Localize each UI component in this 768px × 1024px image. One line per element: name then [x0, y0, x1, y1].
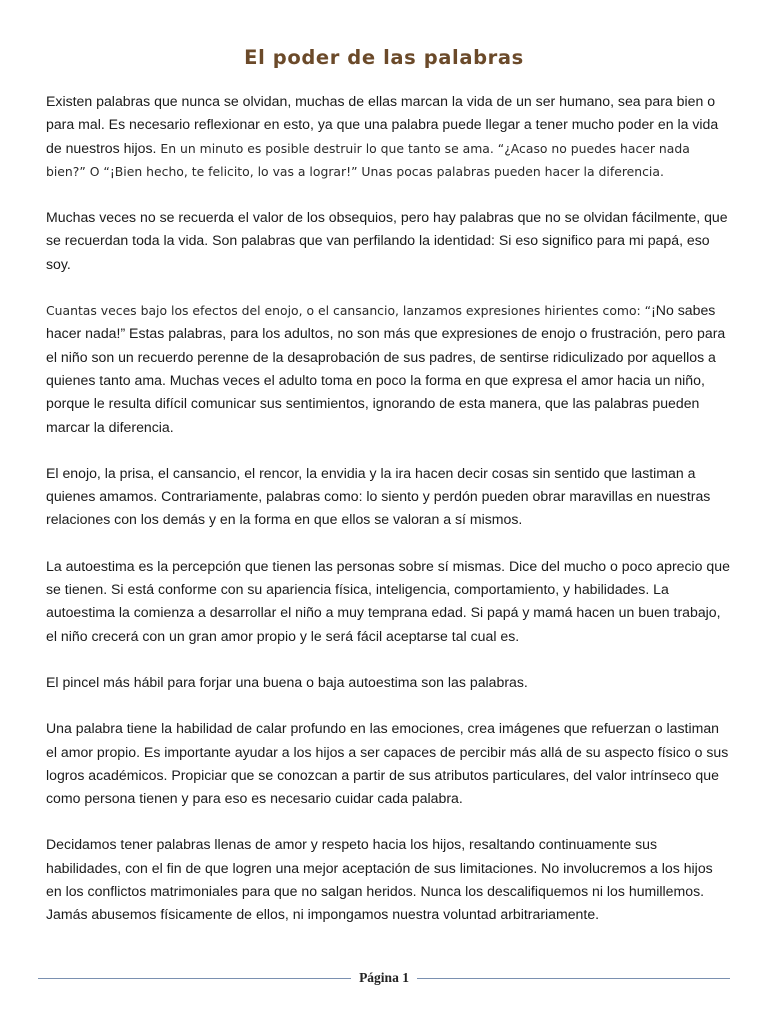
paragraph-5: [46, 555, 730, 648]
paragraph-text: Muchas veces no se recuerda el valor de los obsequios, pero hay palabras que no se olvidan fácilmente, que se recuerdan toda la vida. Son palabras que van perfilando la identidad: Si eso significo para mi papá, eso soy.: [46, 209, 728, 272]
paragraph-8: [46, 833, 730, 926]
paragraph-7: [46, 717, 730, 810]
paragraph-text: El enojo, la prisa, el cansancio, el rencor, la envidia y la ira hacen decir cosas sin sentido que lastiman a quienes amamos. Contrariamente, palabras como: lo siento y perdón pueden obrar maravillas en nuestras relaciones con los demás y en la forma en que ellos se valoran a sí mismos.: [46, 464, 711, 528]
page-number: Página 1: [359, 970, 409, 985]
page-title: El poder de las palabras: [244, 46, 524, 69]
paragraph-4: [46, 462, 730, 532]
paragraph-text: Una palabra tiene la habilidad de calar profundo en las emociones, crea imágenes que refuerzan o lastiman el amor propio. Es importante ayudar a los hijos a ser capaces de percibir más allá de su aspecto físico o sus logros académicos. Propiciar que se conozcan a partir de sus atributos particulares, del valor intrínseco que como persona tienen y para eso es necesario cuidar cada palabra.: [46, 720, 729, 807]
paragraph-3: [46, 299, 730, 439]
paragraph-text: El pincel más hábil para forjar una buena o baja autoestima son las palabras.: [46, 673, 528, 690]
footer-rule-right: [417, 978, 730, 979]
paragraph-1: [46, 90, 730, 183]
paragraph-text: ¡No sabes hacer nada!” Estas palabras, para los adultos, no son más que expresiones de enojo o frustración, pero para el niño son un recuerdo perenne de la desaprobación de sus padres, de sentirse ridiculizado por aquellos a quienes tanto ama. Muchas veces el adulto toma en poco la forma en que expresa el amor hacia un niño, porque le resulta difícil comunicar sus sentimientos, ignorando de esta manera, que las palabras pueden marcar la diferencia.: [46, 302, 726, 435]
paragraph-alt-text: En un minuto es posible destruir lo que tanto se ama. “¿Acaso no puedes hacer nada bien?” O “¡Bien hecho, te felicito, lo vas a lograr!” Unas pocas palabras pueden hacer la diferencia.: [46, 140, 690, 179]
footer-rule-left: [38, 978, 351, 979]
document-body: [46, 90, 730, 950]
paragraph-alt-text: Cuantas veces bajo los efectos del enojo, o el cansancio, lanzamos expresiones hirientes como: “: [46, 303, 652, 319]
paragraph-text: La autoestima es la percepción que tienen las personas sobre sí mismas. Dice del mucho o poco aprecio que se tienen. Si está conforme con su apariencia física, inteligencia, comportamiento, y habilidades. La autoestima la comienza a desarrollar el niño a muy temprana edad. Si papá y mamá hacen un buen trabajo, el niño crecerá con un gran amor propio y le será fácil aceptarse tal cual es.: [46, 557, 730, 644]
paragraph-text: Existen palabras que nunca se olvidan, muchas de ellas marcan la vida de un ser humano, sea para bien o para mal. Es necesario reflexionar en esto, ya que una palabra puede llegar a tener mucho poder en la vida de nuestros hijos.: [46, 93, 719, 156]
page-footer: [38, 967, 730, 989]
paragraph-6: [46, 671, 730, 694]
paragraph-2: [46, 206, 730, 276]
paragraph-text: Decidamos tener palabras llenas de amor y respeto hacia los hijos, resaltando continuamente sus habilidades, con el fin de que logren una mejor aceptación de sus limitaciones. No involucremos a los hijos en los conflictos matrimoniales para que no salgan heridos. Nunca los descalifiquemos ni los humillemos. Jamás abusemos físicamente de ellos, ni impongamos nuestra voluntad arbitrariamente.: [46, 836, 713, 923]
